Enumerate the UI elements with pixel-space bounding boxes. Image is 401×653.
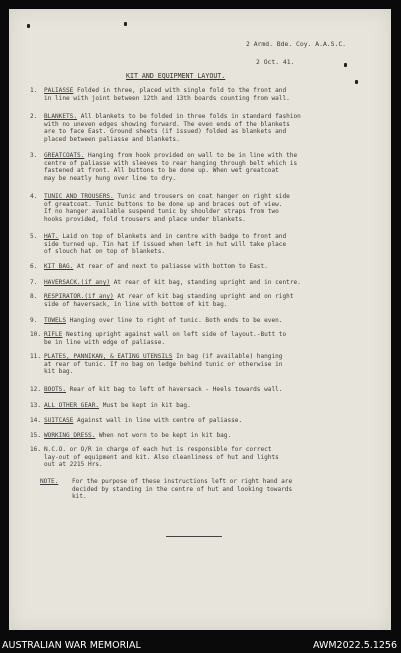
punch-mark (355, 80, 358, 84)
punch-mark (124, 22, 127, 26)
item-line: be in line with edge of paliasse. (44, 338, 166, 346)
item-number: 5. (30, 233, 38, 240)
item-number: 12. (30, 386, 42, 393)
item-line: side turned up. Tin hat if issued when left in hut will take place (44, 240, 287, 248)
note-line: decided by standing in the centre of hut and looking towards (72, 485, 293, 493)
item-line: ALL OTHER GEAR. Must be kept in kit bag. (44, 402, 191, 409)
item-line: If no hanger available suspend tunic by shoulder straps from two (44, 208, 279, 216)
instruction-item (30, 331, 375, 346)
item-line: fastened at front. All buttons to be done up. When wet greatcoat (44, 167, 279, 175)
item-number: 16. (30, 446, 42, 453)
document-title: KIT AND EQUIPMENT LAYOUT. (126, 72, 226, 80)
note-block (40, 478, 360, 501)
instruction-item (30, 353, 375, 376)
item-line: centre of paliasse with sleeves to rear hanging through belt which is (44, 159, 298, 167)
item-number: 6. (30, 263, 38, 270)
instruction-item (30, 279, 375, 287)
item-number: 3. (30, 152, 38, 159)
instruction-item (30, 317, 375, 325)
item-number: 7. (30, 279, 38, 286)
item-line: RESPIRATOR.(if any) At rear of kit bag standing upright and on right (44, 293, 294, 300)
item-line: side of haversack, in line with bottom of kit bag. (44, 300, 228, 308)
instruction-item (30, 293, 375, 308)
item-line: RIFLE Nesting upright against wall on left side of layout.-Butt to (44, 331, 287, 338)
item-line: HAVERSACK.(if any) At rear of kit bag, standing upright and in centre. (44, 279, 301, 286)
item-heading: GREATCOATS. (44, 152, 85, 159)
instruction-item (30, 152, 375, 182)
note-line: kit. (72, 493, 87, 501)
item-heading: TUNIC AND TROUSERS. (44, 193, 114, 200)
item-heading: TOWELS (44, 317, 67, 324)
item-line: N.C.O. or O/R in charge of each hut is responsible for correct (44, 446, 272, 453)
instruction-item (30, 113, 375, 143)
item-line: GREATCOATS. Hanging from hook provided on wall to be in line with the (44, 152, 298, 159)
item-heading: PLATES, PANNIKAN, & EATING UTENSILS (44, 353, 173, 360)
item-line: kit bag. (44, 368, 74, 376)
note-line: For the purpose of these instructions left or right hand are (72, 478, 293, 485)
item-line: TUNIC AND TROUSERS. Tunic and trousers on coat hanger on right side (44, 193, 290, 200)
item-heading: HAVERSACK.(if any) (44, 279, 111, 286)
item-number: 10. (30, 331, 42, 338)
instruction-item (30, 87, 375, 102)
item-line: are to face East. Ground sheets (if issued) folded as blankets and (44, 128, 287, 136)
punch-mark (27, 24, 30, 28)
item-number: 15. (30, 432, 42, 439)
item-heading: BOOTS. (44, 386, 67, 393)
item-line: of greatcoat. Tunic buttons to be done up and braces out of view. (44, 200, 283, 208)
instruction-item (30, 417, 375, 425)
item-line: may be neatly hung over line to dry. (44, 174, 177, 182)
item-heading: WORKING DRESS. (44, 432, 96, 439)
instruction-item (30, 386, 375, 394)
item-number: 9. (30, 317, 38, 324)
archive-reference: AWM2022.5.1256 (312, 640, 397, 651)
item-line: with no uneven edges showing forward. The even ends of the blankets (44, 120, 290, 128)
item-line: out at 2215 Hrs. (44, 461, 103, 469)
item-line: at rear of tunic. If no bag on ledge behind tunic or otherwise in (44, 360, 283, 368)
punch-mark (344, 63, 347, 67)
item-number: 4. (30, 193, 38, 200)
item-number: 2. (30, 113, 38, 120)
item-line: of slouch hat on top of blankets. (44, 248, 166, 256)
archive-credit: AUSTRALIAN WAR MEMORIAL (2, 640, 141, 651)
item-line: SUITCASE Against wall in line with centre of paliasse. (44, 417, 243, 424)
instruction-item (30, 402, 375, 410)
item-number: 14. (30, 417, 42, 424)
item-number: 11. (30, 353, 42, 360)
item-heading: SUITCASE (44, 417, 74, 424)
item-line: lay-out of equipment and kit. Also cleanliness of hut and lights (44, 453, 279, 461)
item-heading: RESPIRATOR.(if any) (44, 293, 114, 300)
item-line: TOWELS Hanging over line to right of tunic. Both ends to be even. (44, 317, 283, 324)
item-heading: RIFLE (44, 331, 63, 338)
item-line: in line with joint between 12th and 13th boards counting from wall. (44, 94, 290, 102)
item-heading: BLANKETS. (44, 113, 78, 120)
item-line: PLATES, PANNIKAN, & EATING UTENSILS In bag (if available) hanging (44, 353, 283, 360)
item-line: WORKING DRESS. When not worn to be kept in kit bag. (44, 432, 232, 439)
instruction-item (30, 432, 375, 440)
closing-rule (166, 536, 222, 537)
note-label: NOTE. (40, 478, 59, 485)
item-line: HAT. Laid on top of blankets and in centre with badge to front and (44, 233, 287, 240)
instruction-item (30, 193, 375, 223)
item-number: 13. (30, 402, 42, 409)
item-line: placed between paliasse and blankets. (44, 135, 180, 143)
item-heading: KIT BAG. (44, 263, 74, 270)
document-date: 2 Oct. 41. (256, 58, 295, 66)
instruction-item (30, 263, 375, 271)
item-line: BOOTS. Rear of kit bag to left of haversack - Heels towards wall. (44, 386, 283, 393)
item-number: 8. (30, 293, 38, 300)
instruction-item (30, 446, 375, 469)
item-line: PALIASSE Folded in three, placed with single fold to the front and (44, 87, 287, 94)
item-line: hooks provided, fold trousers and place under blankets. (44, 215, 246, 223)
item-line: BLANKETS. All blankets to be folded in three folds in standard fashion (44, 113, 301, 120)
item-heading: HAT. (44, 233, 59, 240)
item-heading: ALL OTHER GEAR. (44, 402, 100, 409)
item-number: 1. (30, 87, 38, 94)
item-heading: PALIASSE (44, 87, 74, 94)
instruction-item (30, 233, 375, 256)
unit-heading: 2 Armd. Bde. Coy. A.A.S.C. (246, 40, 347, 48)
item-line: KIT BAG. At rear of and next to paliasse with bottom to East. (44, 263, 268, 270)
